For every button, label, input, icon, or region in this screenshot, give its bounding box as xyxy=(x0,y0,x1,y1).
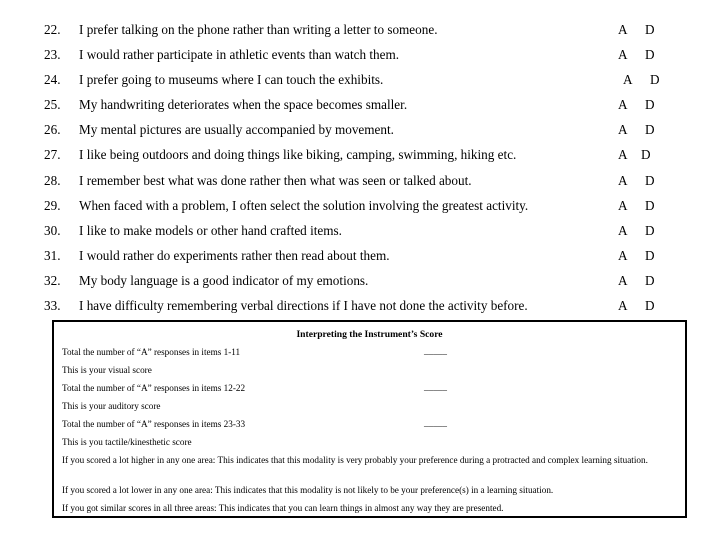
item-number: 33. xyxy=(44,298,61,314)
item-number: 24. xyxy=(44,72,61,88)
disagree-option[interactable]: D xyxy=(645,22,655,37)
disagree-option[interactable]: D xyxy=(645,172,655,188)
visual-score-label: This is your visual score xyxy=(62,365,152,375)
disagree-option[interactable]: D xyxy=(641,147,651,163)
item-number: 27. xyxy=(44,147,61,163)
agree-option[interactable]: A xyxy=(623,72,633,88)
visual-score-blank[interactable]: _____ xyxy=(424,346,447,356)
item-number: 25. xyxy=(44,97,61,113)
lower-score-note: If you scored a lot lower in any one area: This indicates that this modality is not likely to be your preference(s) in a learning situation. xyxy=(62,485,554,495)
item-33 xyxy=(0,293,720,318)
item-24 xyxy=(0,67,720,92)
item-29 xyxy=(0,193,720,218)
tactile-score-blank[interactable]: _____ xyxy=(424,418,447,428)
item-number: 32. xyxy=(44,272,61,288)
disagree-option[interactable]: D xyxy=(645,197,655,213)
item-statement: My body language is a good indicator of my emotions. xyxy=(79,272,369,288)
item-25 xyxy=(0,92,720,117)
item-number: 29. xyxy=(44,197,61,213)
item-number: 31. xyxy=(44,247,61,263)
disagree-option[interactable]: D xyxy=(645,47,655,63)
score-box-title: Interpreting the Instrument’s Score xyxy=(296,329,443,340)
agree-option[interactable]: A xyxy=(618,97,628,113)
higher-score-note: If you scored a lot higher in any one area: This indicates that this modality is very probably your preference during a protracted and complex learning situation. xyxy=(62,455,648,465)
item-statement: I prefer going to museums where I can touch the exhibits. xyxy=(79,72,384,88)
similar-score-note: If you got similar scores in all three areas: This indicates that you can learn things in almost any way they are presented. xyxy=(62,503,504,513)
item-statement: When faced with a problem, I often select the solution involving the greatest activity. xyxy=(79,197,529,213)
item-23 xyxy=(0,42,720,67)
agree-option[interactable]: A xyxy=(618,222,628,238)
item-number: 28. xyxy=(44,172,61,188)
item-31 xyxy=(0,243,720,268)
item-statement: My mental pictures are usually accompanied by movement. xyxy=(79,122,394,138)
disagree-option[interactable]: D xyxy=(645,222,655,238)
item-28 xyxy=(0,168,720,193)
item-statement: I have difficulty remembering verbal directions if I have not done the activity before. xyxy=(79,298,528,314)
item-statement: I remember best what was done rather then what was seen or talked about. xyxy=(79,172,472,188)
item-statement: I prefer talking on the phone rather than writing a letter to someone. xyxy=(79,22,438,37)
item-26 xyxy=(0,117,720,142)
disagree-option[interactable]: D xyxy=(645,122,655,138)
auditory-score-blank[interactable]: _____ xyxy=(424,382,447,392)
tactile-score-label: This is you tactile/kinesthetic score xyxy=(62,437,192,447)
item-number: 23. xyxy=(44,47,61,63)
tactile-total-instruction: Total the number of “A” responses in items 23-33 xyxy=(62,419,246,429)
disagree-option[interactable]: D xyxy=(645,272,655,288)
disagree-option[interactable]: D xyxy=(645,247,655,263)
item-statement: I would rather participate in athletic events than watch them. xyxy=(79,47,400,63)
item-32 xyxy=(0,268,720,293)
agree-option[interactable]: A xyxy=(618,197,628,213)
agree-option[interactable]: A xyxy=(618,122,628,138)
visual-total-instruction: Total the number of “A” responses in items 1-11 xyxy=(62,347,241,357)
item-statement: I would rather do experiments rather then read about them. xyxy=(79,247,390,263)
agree-option[interactable]: A xyxy=(618,147,628,163)
item-22 xyxy=(0,17,720,42)
disagree-option[interactable]: D xyxy=(650,72,660,88)
item-statement: I like being outdoors and doing things like biking, camping, swimming, hiking etc. xyxy=(79,147,517,163)
auditory-total-instruction: Total the number of “A” responses in items 12-22 xyxy=(62,383,246,393)
agree-option[interactable]: A xyxy=(618,247,628,263)
item-statement: I like to make models or other hand crafted items. xyxy=(79,222,342,238)
item-number: 30. xyxy=(44,222,61,238)
item-statement: My handwriting deteriorates when the space becomes smaller. xyxy=(79,97,408,113)
agree-option[interactable]: A xyxy=(618,172,628,188)
disagree-option[interactable]: D xyxy=(645,298,655,314)
agree-option[interactable]: A xyxy=(618,298,628,314)
agree-option[interactable]: A xyxy=(618,22,628,37)
agree-option[interactable]: A xyxy=(618,47,628,63)
item-27 xyxy=(0,142,720,167)
score-interpretation-box xyxy=(52,320,687,518)
auditory-score-label: This is your auditory score xyxy=(62,401,161,411)
item-30 xyxy=(0,218,720,243)
item-number: 22. xyxy=(44,22,61,37)
agree-option[interactable]: A xyxy=(618,272,628,288)
questionnaire-items xyxy=(0,17,720,318)
item-number: 26. xyxy=(44,122,61,138)
disagree-option[interactable]: D xyxy=(645,97,655,113)
